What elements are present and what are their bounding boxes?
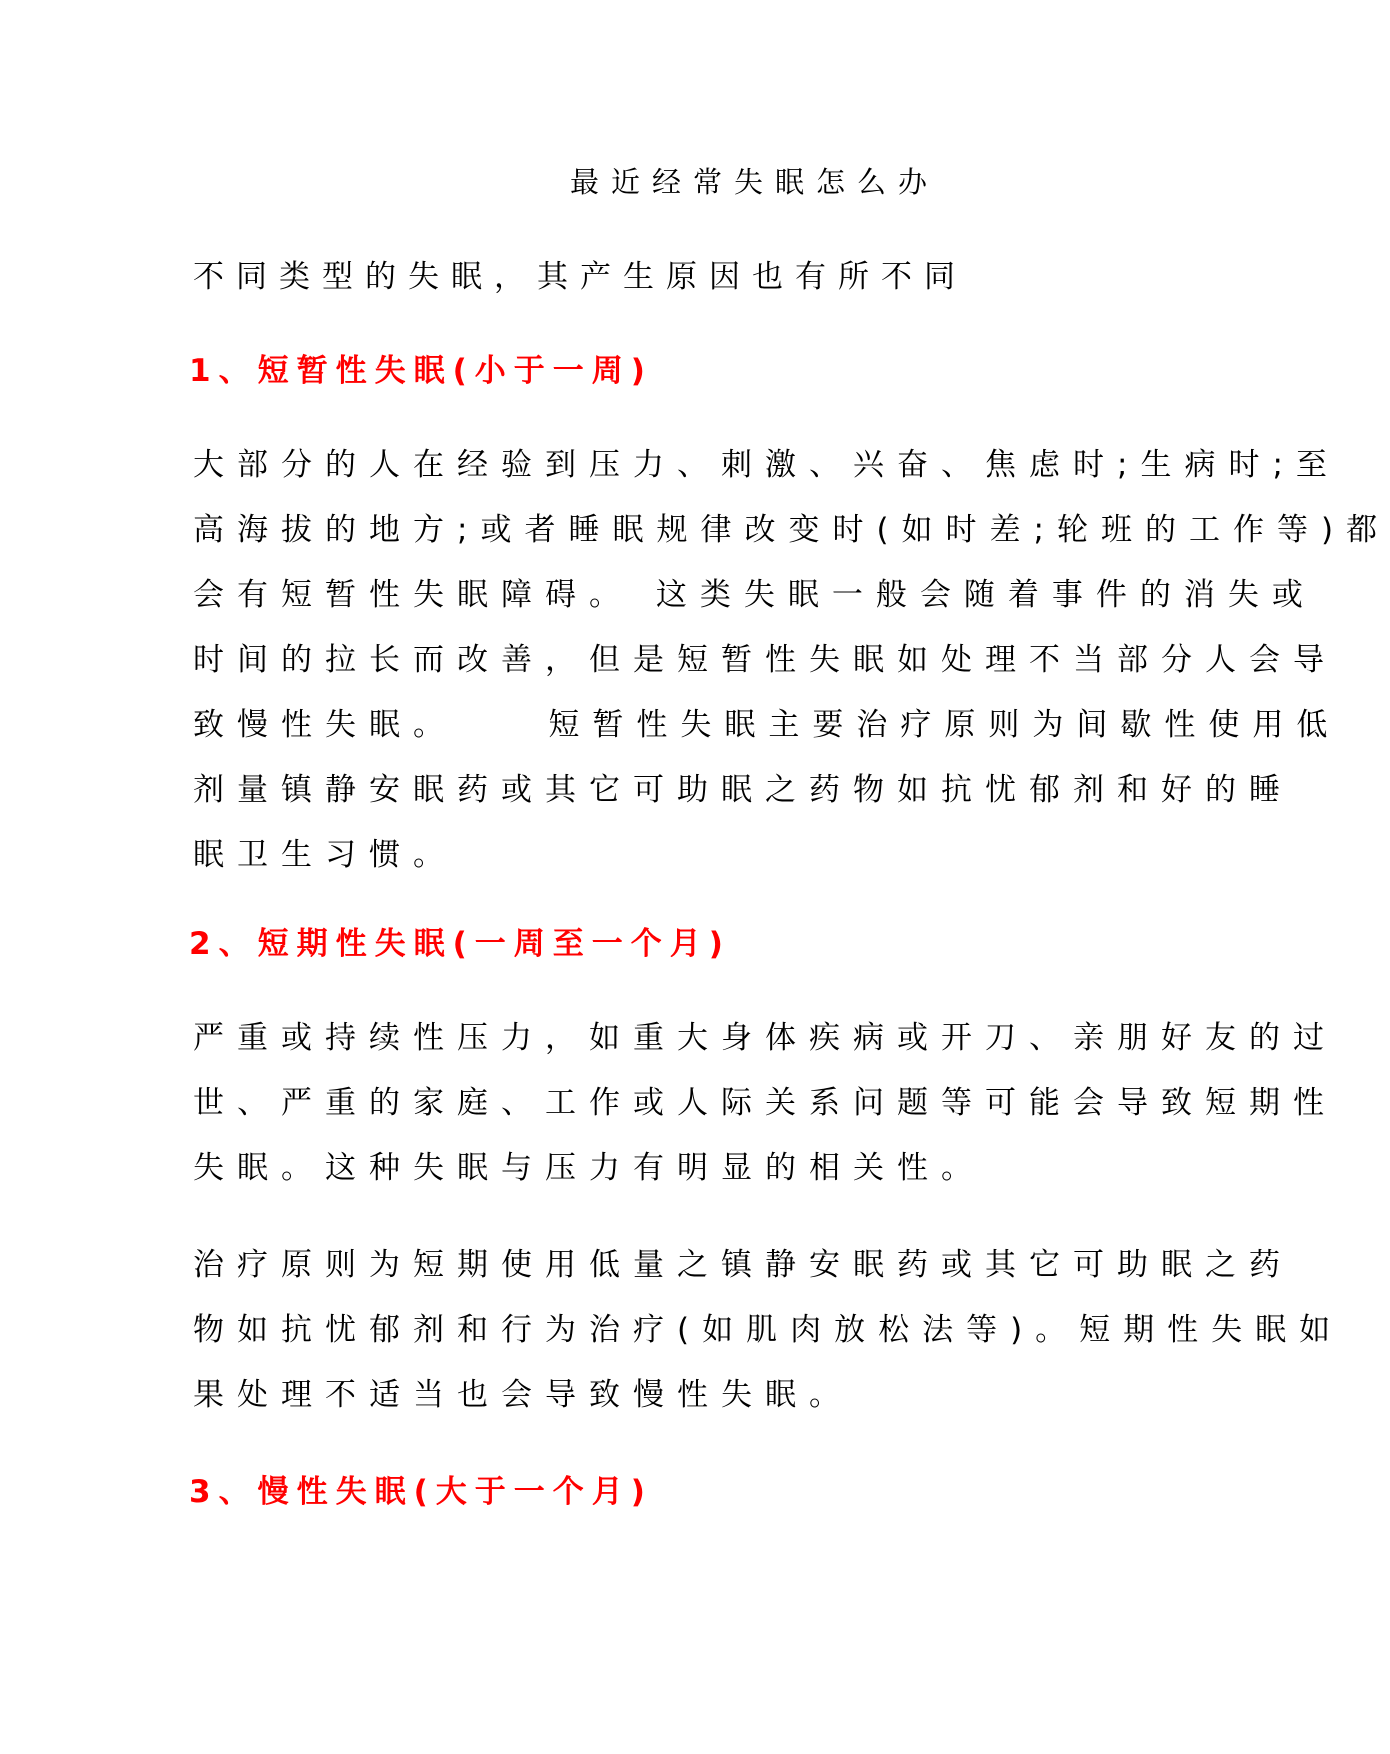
- paragraph-line: 致慢性失眠。 短暂性失眠主要治疗原则为间歇性使用低: [193, 707, 1341, 743]
- paragraph-line: 高海拔的地方;或者睡眠规律改变时(如时差;轮班的工作等)都: [193, 512, 1390, 548]
- paragraph-line: 大部分的人在经验到压力、刺激、兴奋、焦虑时;生病时;至: [193, 447, 1340, 483]
- document-title: 最近经常失眠怎么办: [570, 165, 940, 199]
- paragraph-line: 失眠。这种失眠与压力有明显的相关性。: [193, 1150, 985, 1186]
- paragraph-line: 剂量镇静安眠药或其它可助眠之药物如抗忧郁剂和好的睡: [193, 772, 1293, 808]
- section-heading-short-period: 2、短期性失眠(一周至一个月): [189, 926, 731, 962]
- paragraph-line: 眠卫生习惯。: [193, 837, 457, 873]
- section-heading-short-term: 1、短暂性失眠(小于一周): [189, 353, 653, 389]
- paragraph-line: 会有短暂性失眠障碍。 这类失眠一般会随着事件的消失或: [193, 577, 1316, 613]
- paragraph-line: 世、严重的家庭、工作或人际关系问题等可能会导致短期性: [193, 1085, 1337, 1121]
- intro-text: 不同类型的失眠，其产生原因也有所不同: [193, 259, 967, 295]
- paragraph-line: 严重或持续性压力，如重大身体疾病或开刀、亲朋好友的过: [193, 1020, 1337, 1056]
- paragraph-line: 时间的拉长而改善，但是短暂性失眠如处理不当部分人会导: [193, 642, 1337, 678]
- paragraph-line: 治疗原则为短期使用低量之镇静安眠药或其它可助眠之药: [193, 1247, 1293, 1283]
- paragraph-line: 果处理不适当也会导致慢性失眠。: [193, 1377, 853, 1413]
- paragraph-line: 物如抗忧郁剂和行为治疗(如肌肉放松法等)。短期性失眠如: [193, 1312, 1344, 1348]
- paragraph-short-term: [193, 433, 1390, 888]
- paragraph-short-period-treatment: [193, 1233, 1343, 1428]
- paragraph-short-period-causes: [193, 1006, 1337, 1201]
- section-heading-chronic: 3、慢性失眠(大于一个月): [189, 1474, 653, 1510]
